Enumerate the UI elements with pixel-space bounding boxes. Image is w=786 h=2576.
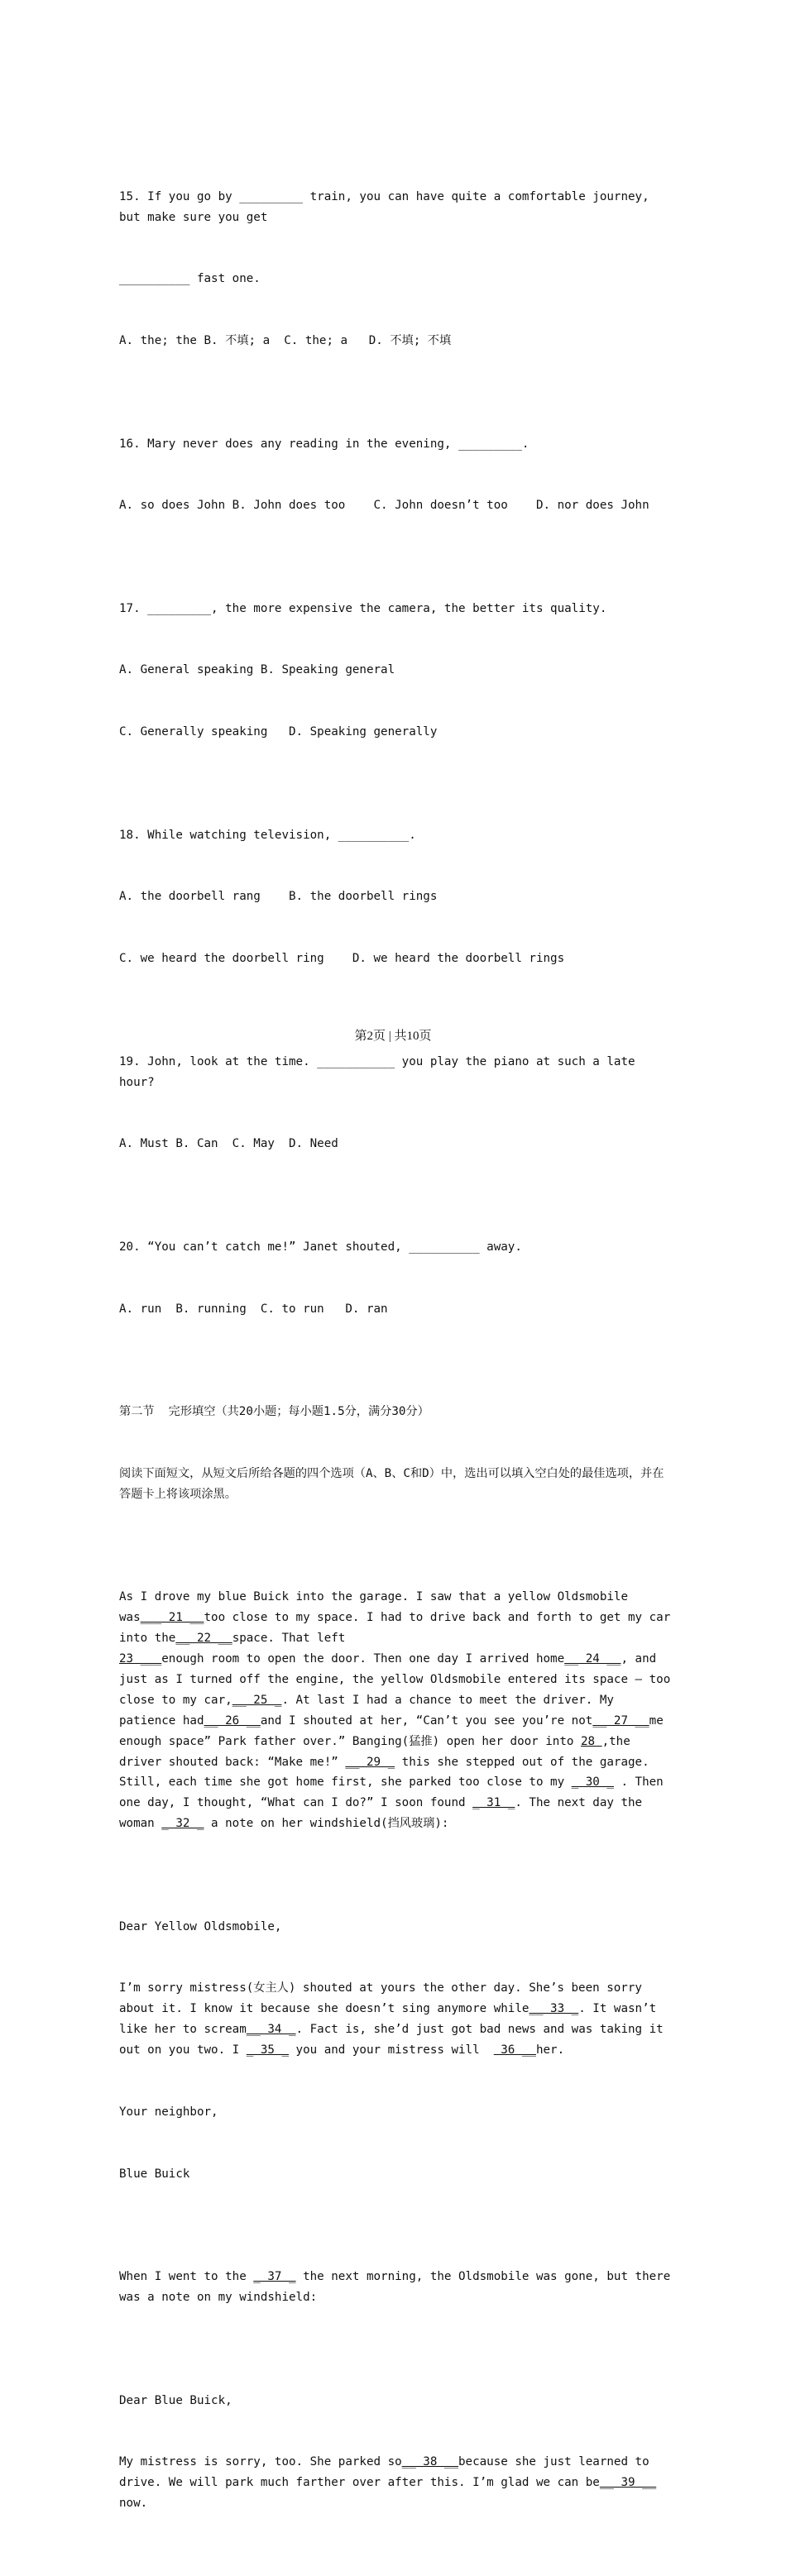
- blank-25: __ 25 _: [232, 1693, 282, 1707]
- blank-37: _ 37 _: [253, 2270, 296, 2284]
- blank-29: __ 29 _: [345, 1755, 395, 1769]
- text: because she just learned to drive. We will park much farther over after this. I’m glad we can be: [119, 2455, 657, 2490]
- text: and I shouted at her, “Can’t you see you’re not: [260, 1713, 593, 1728]
- question-17-options: A. General speaking B. Speaking general: [119, 663, 395, 677]
- blank-36: 36 __: [493, 2043, 536, 2057]
- text: I’m sorry mistress(女主人) shouted at yours the other day. She’s been sorry about it. I know it because she doesn’t sing anymore while: [119, 1981, 649, 2016]
- question-18-options: C. we heard the doorbell ring D. we heard the doorbell rings: [119, 952, 565, 966]
- question-17-stem: 17. _________, the more expensive the camera, the better its quality.: [119, 601, 607, 615]
- blank-28: 28: [580, 1734, 602, 1748]
- blank-26: __ 26 __: [204, 1713, 261, 1728]
- text: you and your mistress will: [289, 2043, 494, 2057]
- question-19-stem: 19. John, look at the time. ___________ you play the piano at such a late hour?: [119, 1054, 643, 1089]
- blank-34: __ 34 _: [246, 2023, 296, 2037]
- text: My mistress is sorry, too. She parked so: [119, 2455, 402, 2469]
- blank-23: 23 ___: [119, 1651, 162, 1666]
- blank-39: __ 39 __: [599, 2476, 657, 2490]
- text: 15. If you go by: [119, 189, 240, 203]
- question-15-stem-cont: [119, 269, 672, 289]
- blank-27: __ 27 __: [592, 1713, 649, 1728]
- text: me enough space” Park father over.” Banging(猛推) open her door into: [119, 1713, 671, 1748]
- section-instruction: 阅读下面短文，从短文后所给各题的四个选项（A、B、C和D）中，选出可以填入空白处的最佳选项，并在答题卡上将该项涂黑。: [119, 1466, 664, 1501]
- blank-31: _ 31 _: [472, 1796, 515, 1810]
- text: As I drove my blue Buick into the garage. I saw that a yellow Oldsmobile was: [119, 1590, 635, 1625]
- text: fast one.: [189, 272, 261, 286]
- page-footer: 第2页 | 共10页: [354, 1030, 432, 1043]
- question-18-options: A. the doorbell rang B. the doorbell rings: [119, 890, 438, 904]
- text: , and just as I turned off the engine, the yellow Oldsmobile entered its space — too close to my car,: [119, 1651, 678, 1707]
- question-16-stem: 16. Mary never does any reading in the evening, _________.: [119, 437, 530, 451]
- blank-24: __ 24 __: [564, 1651, 621, 1666]
- note-body: [119, 2452, 672, 2514]
- text: her.: [535, 2043, 565, 2057]
- question-15-options: A. the; the B. 不填; a C. the; a D. 不填; 不填: [119, 333, 452, 347]
- blank-32: _ 32 _: [161, 1817, 204, 1831]
- text: . It wasn’t like her to scream: [119, 2002, 664, 2037]
- text: ,the driver shouted back: “Make me!”: [119, 1734, 638, 1769]
- blank-21: ___ 21 __: [140, 1611, 204, 1625]
- blank-22: __ 22 __: [175, 1632, 232, 1646]
- question-20-options: A. run B. running C. to run D. ran: [119, 1302, 388, 1316]
- question-19-options: A. Must B. Can C. May D. Need: [119, 1137, 338, 1151]
- text: . Fact is, she’d just got bad news and was taking it out on you two. I: [119, 2023, 671, 2057]
- question-15-stem: [119, 187, 672, 228]
- note-closing: Your neighbor,: [119, 2105, 218, 2119]
- text: now.: [119, 2476, 664, 2511]
- section-heading: 第二节 完形填空（共20小题；每小题1.5分，满分30分）: [119, 1405, 429, 1419]
- blank: _________: [239, 189, 304, 203]
- note-salutation: Dear Yellow Oldsmobile,: [119, 1919, 282, 1933]
- blank-30: _ 30 _: [571, 1775, 614, 1790]
- blank-35: _ 35 _: [246, 2043, 289, 2057]
- blank-33: __ 33 _: [529, 2002, 579, 2016]
- text: train, you can have quite a comfortable journey, but make sure you get: [119, 189, 657, 224]
- text: . At last I had a chance to meet the driver. My patience had: [119, 1693, 621, 1728]
- text: When I went to the: [119, 2270, 254, 2284]
- note-signature: Blue Buick: [119, 2167, 190, 2181]
- passage-paragraph: [119, 2267, 678, 2308]
- blank: __________: [119, 272, 190, 286]
- note-body: [119, 1978, 672, 2061]
- text: this she stepped out of the garage. Still, each time she got home first, she parked too close to my: [119, 1755, 657, 1790]
- text: . Then one day, I thought, “What can I do?” I soon found: [119, 1775, 671, 1810]
- text: . The next day the woman: [119, 1796, 649, 1831]
- text: space. That left: [232, 1632, 346, 1646]
- text: enough room to open the door. Then one day I arrived home: [161, 1651, 565, 1666]
- note-salutation: Dear Blue Buick,: [119, 2393, 232, 2407]
- passage-paragraph: [119, 1587, 678, 1834]
- blank-38: __ 38 __: [401, 2455, 459, 2469]
- text: a note on her windshield(挡风玻璃):: [204, 1817, 449, 1831]
- question-17-options: C. Generally speaking D. Speaking generally: [119, 725, 438, 739]
- page-content: [119, 104, 678, 2576]
- text: too close to my space. I had to drive back and forth to get my car into the: [119, 1611, 678, 1646]
- question-18-stem: 18. While watching television, __________.: [119, 828, 416, 842]
- question-16-options: A. so does John B. John does too C. John doesn’t too D. nor does John: [119, 499, 649, 513]
- question-20-stem: 20. “You can’t catch me!” Janet shouted, __________ away.: [119, 1240, 522, 1254]
- text: the next morning, the Oldsmobile was gone, but there was a note on my windshield:: [119, 2270, 678, 2305]
